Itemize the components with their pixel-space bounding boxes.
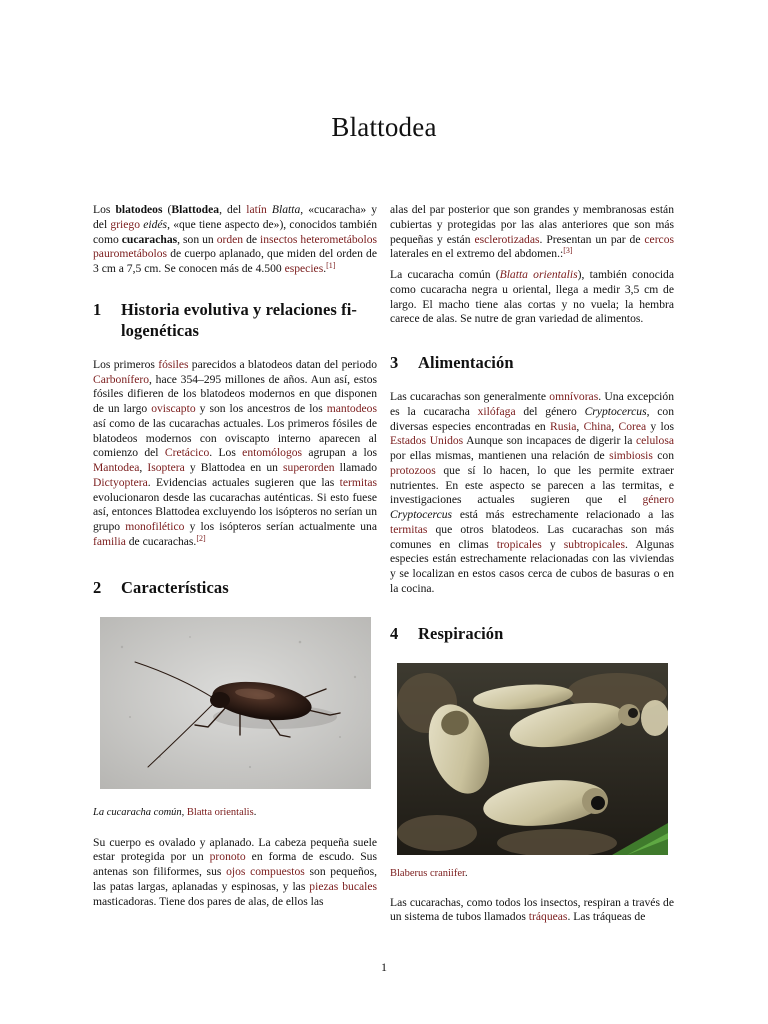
ref-1[interactable]: [1]	[326, 261, 336, 270]
link-oviscapto[interactable]: oviscapto	[151, 402, 196, 415]
link-isoptera[interactable]: Isoptera	[147, 461, 185, 474]
ref-2[interactable]: [2]	[196, 533, 206, 543]
section-3-paragraph: Las cucarachas son generalmente omnívoras. Una excepción es la cucaracha xilófaga del género Cryptocercus, con diversas especies encontradas en Rusia, China, Corea y los Estados Unidos Aunque son incapaces de digerir la celulosa por ellas mismas, mantienen una relación de simbiosis con protozoos que sí lo hacen, lo que les permite extraer nutrientes. En este aspecto se parecen a las termitas, e investigaciones actuales sugieren que el género Cryptocercus está más estrechamente relacionado a las termitas que otros blatodeos. Las cucarachas son más comunes en climas tropicales y subtropicales. Algunas especies están estrechamente relacionadas con las viviendas y se localizan en estos casos cerca de cubos de basuras o en la cocina.	[390, 390, 675, 595]
link-celulosa[interactable]: celulosa	[636, 434, 674, 448]
page-number: 1	[381, 960, 387, 974]
link-blaberus-craniifer[interactable]: Blaberus craniifer	[390, 867, 465, 879]
link-cretacico[interactable]: Cretácico	[164, 446, 210, 460]
link-insectos[interactable]: insectos	[260, 232, 298, 246]
ref-3[interactable]: [3]	[563, 246, 573, 256]
section-3-heading: 3 Alimentación	[390, 353, 514, 372]
section-4-heading: 4 Respiración	[390, 623, 504, 643]
link-superorden[interactable]: superorden	[283, 461, 335, 474]
right-column	[390, 203, 674, 925]
section-2-heading: 2 Características	[93, 577, 229, 597]
figure-1-caption: La cucaracha común, Blatta orientalis.	[93, 806, 257, 818]
link-rusia[interactable]: Rusia	[550, 419, 577, 433]
link-carbonifero[interactable]: Carbonífero	[93, 372, 150, 386]
link-estados-unidos[interactable]: Estados Unidos	[390, 434, 464, 448]
link-blatta-orientalis[interactable]: Blatta orientalis	[499, 268, 578, 281]
figure-2-caption: Blaberus craniifer.	[390, 867, 468, 879]
link-griego[interactable]: griego	[110, 217, 141, 231]
intro-paragraph: Los blatodeos (Blattodea, del latín Blatta, «cucaracha» y del griego eidés, «que tiene aspecto de»), conocidos también como cucarachas, son un orden de insectos heterometábolos paurometábolos de cuerpo aplanado, que miden del orden de 3 cm a 7,5 cm. Se conocen más de 4.500 especies.[1]	[93, 203, 378, 275]
link-entomologos[interactable]: entomólogos	[242, 446, 303, 460]
section-1-paragraph: Los primeros fósiles parecidos a blatodeos datan del periodo Carbonífero, hace 354–295 millones de años. Aun así, estos fósiles difieren de los blatodeos modernos en que disponen de un largo oviscapto y son los ancestros de los mantodeos así como de las cucarachas actuales. Los primeros fósiles de blatodeos modernos con oviscapto interno aparecen al comienzo del Cretácico. Los entomólogos agrupan a los Mantodea, Isoptera y Blattodea en un superorden llamado Dictyoptera. Evidencias actuales sugieren que las termitas evolucionaron desde las cucarachas auténticas. Si esto fuese así, entonces Blattodea excluyendo los isópteros no serían un grupo monofilético y los isópteros serían actualmente una familia de cucarachas.[2]	[93, 357, 378, 548]
section-2-paragraph-2: La cucaracha común (Blatta orientalis), también conocida como cucaracha negra u oriental, llega a medir 3,5 cm de largo. El macho tiene alas cortas y no vuela; la hembra carece de alas. Se nutre de gran variedad de alimentos.	[390, 268, 675, 326]
link-pronoto[interactable]: pronoto	[209, 850, 246, 864]
link-esclerotizadas[interactable]: esclerotizadas	[474, 232, 540, 246]
blaberus-craniifer-photo	[397, 663, 668, 855]
page-title: Blattodea	[331, 112, 437, 142]
link-simbiosis[interactable]: simbiosis	[609, 449, 653, 462]
section-1-heading: 1 Historia evolutiva y relaciones fi- logenéticas	[93, 299, 357, 340]
link-genero[interactable]: género	[642, 493, 674, 507]
link-piezas-bucales[interactable]: piezas bucales	[309, 879, 377, 893]
link-omnivoras[interactable]: omnívoras	[549, 390, 599, 403]
link-heterometabolos[interactable]: heterometábolos	[300, 232, 378, 246]
link-cercos[interactable]: cercos	[644, 232, 675, 246]
left-column	[93, 203, 377, 909]
link-termitas[interactable]: termitas	[339, 475, 377, 489]
link-china[interactable]: China	[583, 419, 612, 433]
section-2-paragraph: Su cuerpo es ovalado y aplanado. La cabeza pequeña suele estar protegida por un pronoto en forma de escudo. Sus antenas son filiformes, sus ojos compuestos son pequeños, las patas largas, aplanadas y espinosas, y las piezas bucales masticadoras. Tiene dos pares de alas, de ellos las	[93, 835, 377, 908]
link-subtropicales[interactable]: subtropicales	[563, 537, 625, 551]
link-paurometabolos[interactable]: paurometábolos	[93, 247, 168, 261]
link-traqueas[interactable]: tráqueas	[528, 910, 568, 924]
section-4-paragraph: Las cucarachas, como todos los insectos, respiran a través de un sistema de tubos llamados tráqueas. Las tráqueas de	[390, 895, 674, 924]
section-2-paragraph-continued: alas del par posterior que son grandes y membranosas están cubiertas y protegidas por las alas anteriores que son más pequeñas y están esclerotizadas. Presentan un par de cercos laterales en el extremo del abdomen.:[3]	[390, 203, 675, 261]
link-especies[interactable]: especies	[284, 262, 324, 275]
link-mantodeos[interactable]: mantodeos	[326, 402, 377, 415]
link-corea[interactable]: Corea	[618, 419, 647, 433]
link-familia[interactable]: familia	[93, 534, 126, 548]
link-blatta-orientalis-caption[interactable]: Blatta orientalis	[186, 806, 254, 818]
link-xilofaga[interactable]: xilófaga	[477, 404, 516, 418]
link-tropicales[interactable]: tropicales	[496, 537, 542, 551]
link-monofiletico[interactable]: monofilético	[125, 520, 185, 533]
link-fosiles[interactable]: fósiles	[158, 357, 189, 371]
link-dictyoptera[interactable]: Dictyoptera	[93, 475, 148, 489]
link-ojos-compuestos[interactable]: ojos compuestos	[226, 865, 305, 878]
link-mantodea[interactable]: Mantodea	[93, 461, 140, 474]
link-protozoos[interactable]: protozoos	[390, 463, 436, 477]
link-termitas-2[interactable]: termitas	[390, 522, 428, 536]
blatta-orientalis-photo	[100, 617, 371, 789]
link-latin[interactable]: latín	[246, 203, 267, 216]
link-orden[interactable]: orden	[216, 232, 244, 246]
